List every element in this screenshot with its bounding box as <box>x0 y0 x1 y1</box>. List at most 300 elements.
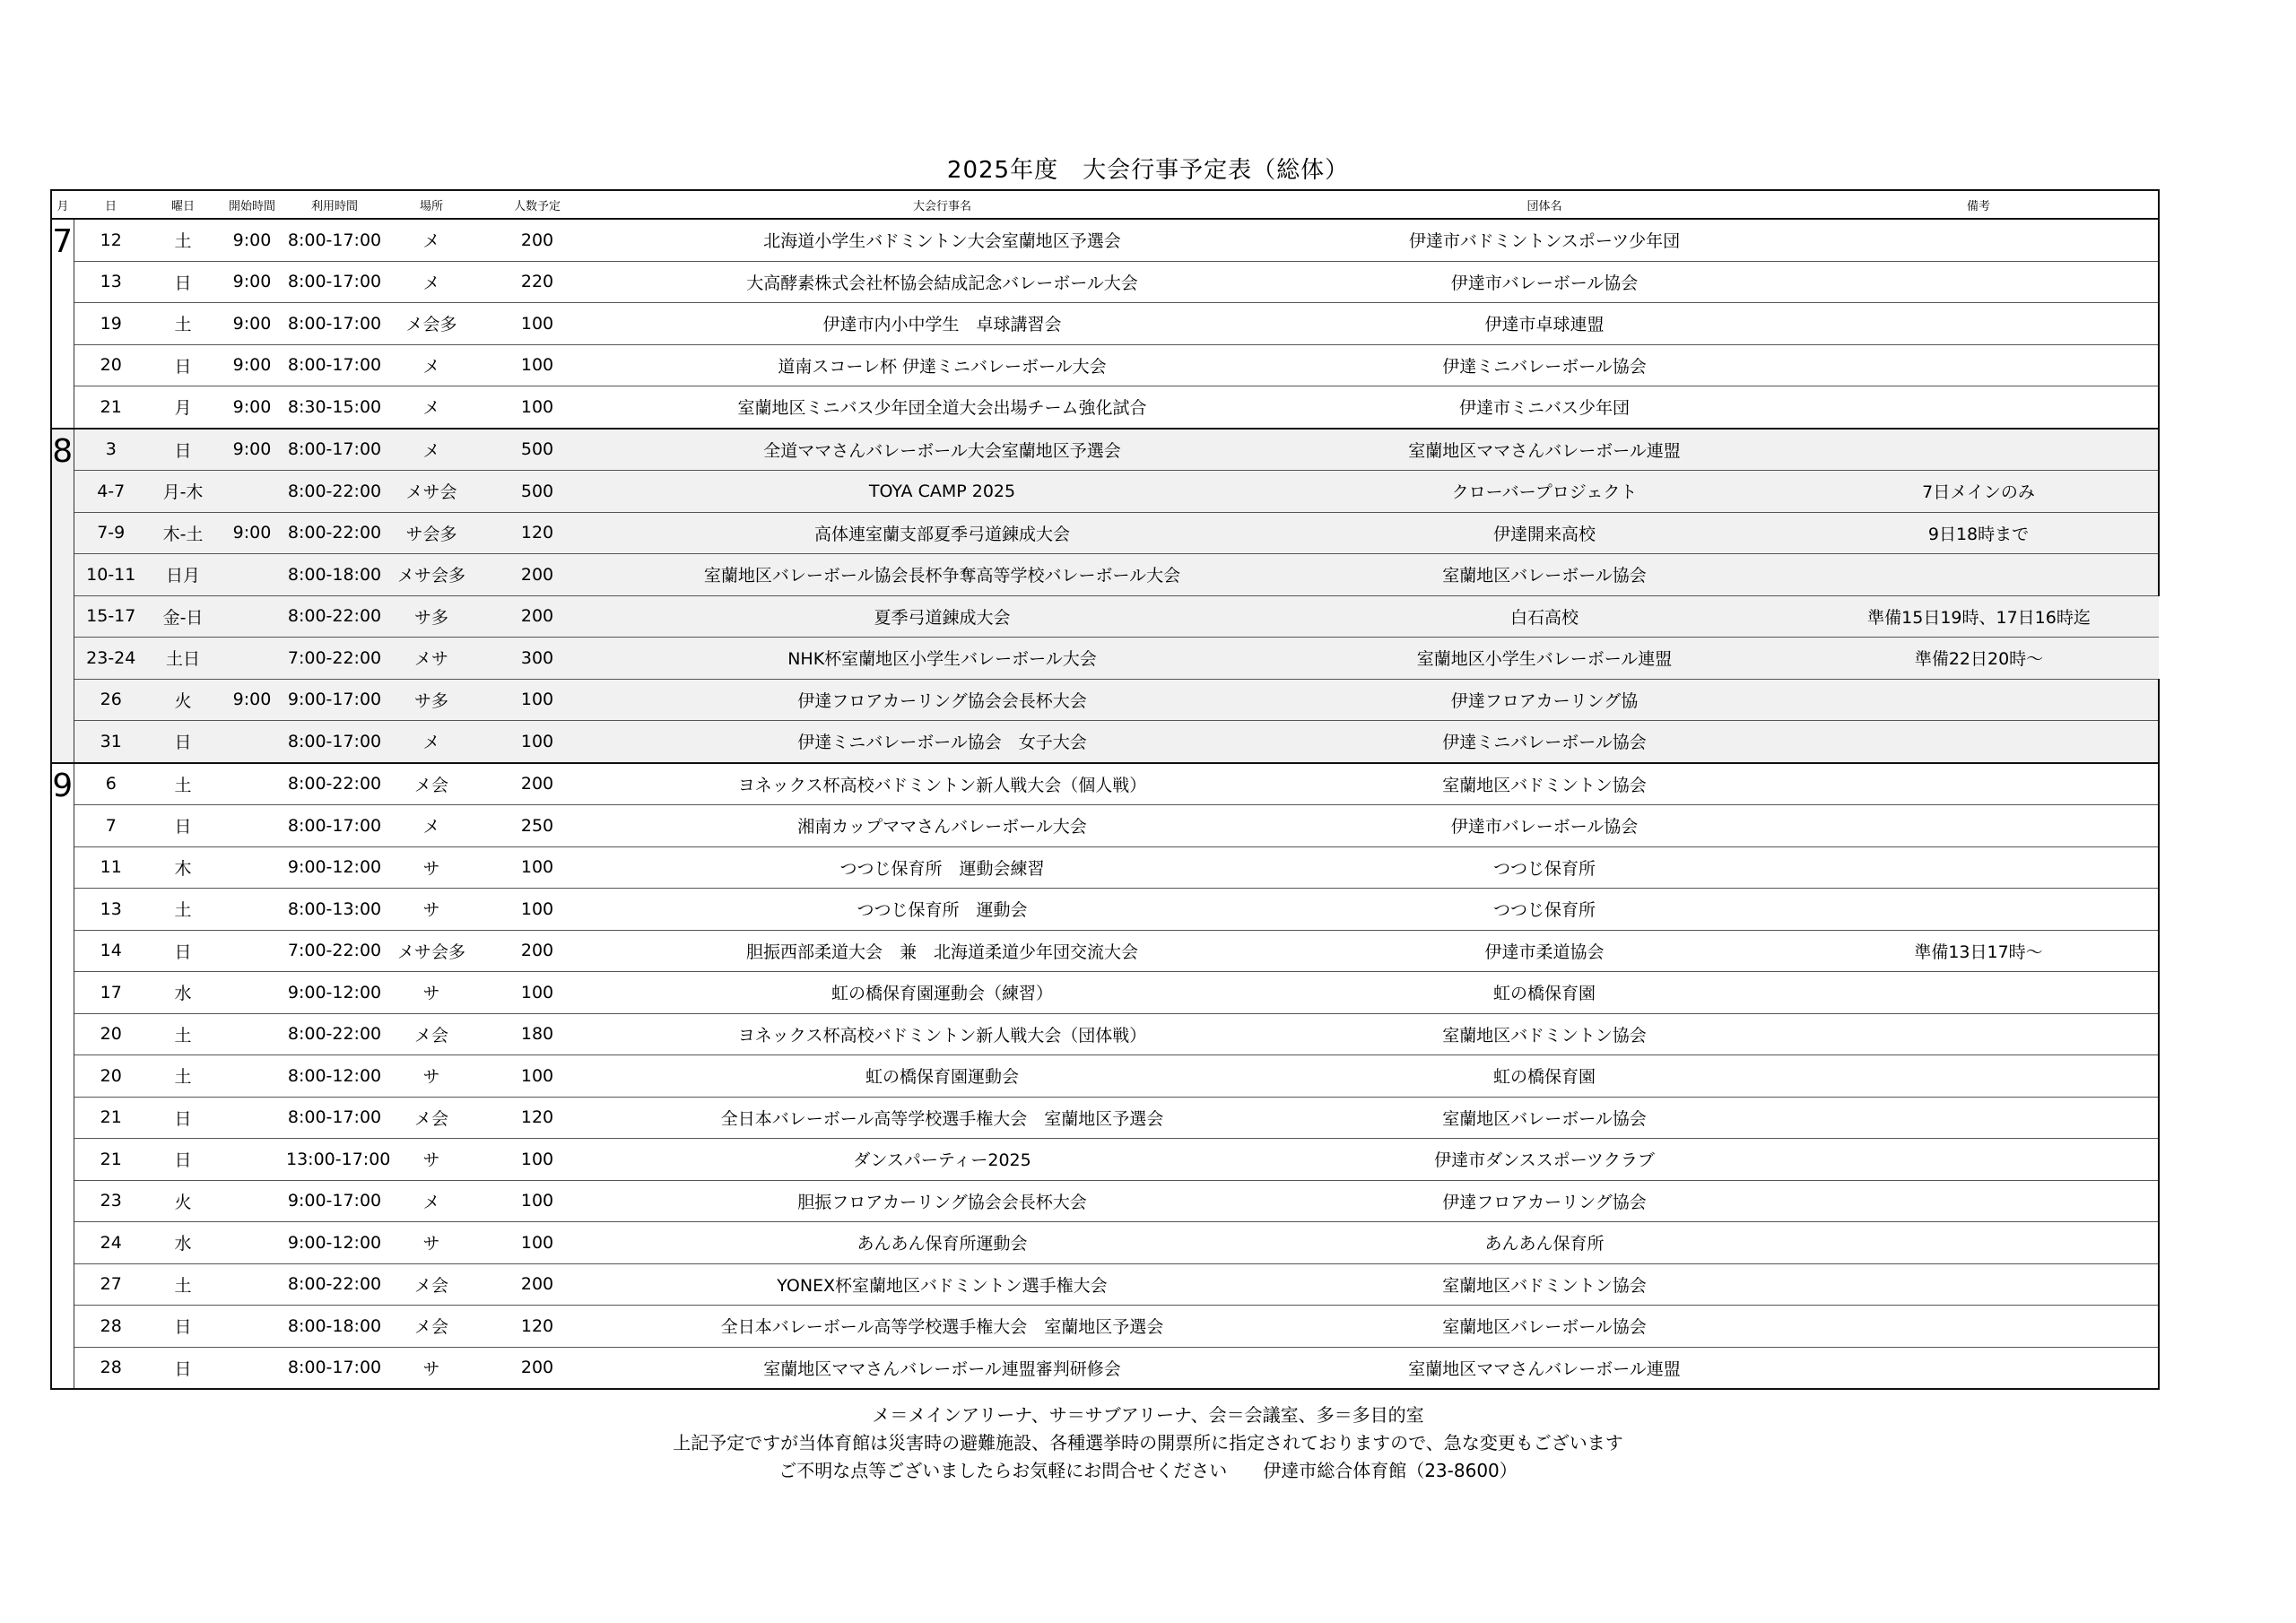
cell-place: サ多 <box>383 679 480 721</box>
table-row <box>51 930 2159 972</box>
cell-hours: 8:00-22:00 <box>286 471 383 513</box>
cell-hours: 8:00-18:00 <box>286 1306 383 1348</box>
cell-org: つつじ保育所 <box>1290 846 1799 889</box>
cell-notes <box>1799 1097 2159 1139</box>
cell-event: 北海道小学生バドミントン大会室蘭地区予選会 <box>595 219 1290 261</box>
cell-weekday: 日 <box>148 1097 218 1139</box>
cell-day: 6 <box>74 763 148 805</box>
cell-day: 21 <box>74 386 148 429</box>
cell-people: 100 <box>480 679 595 721</box>
cell-org: 伊達市バレーボール協会 <box>1290 805 1799 847</box>
cell-hours: 8:00-22:00 <box>286 1013 383 1055</box>
cell-hours: 8:00-17:00 <box>286 303 383 345</box>
cell-start <box>218 1055 286 1098</box>
cell-start: 9:00 <box>218 219 286 261</box>
cell-day: 7 <box>74 805 148 847</box>
cell-notes <box>1799 972 2159 1014</box>
cell-people: 200 <box>480 219 595 261</box>
cell-weekday: 土 <box>148 303 218 345</box>
cell-people: 180 <box>480 1013 595 1055</box>
cell-people: 100 <box>480 721 595 763</box>
table-row <box>51 471 2159 513</box>
cell-notes <box>1799 1347 2159 1389</box>
cell-weekday: 日 <box>148 429 218 471</box>
table-row <box>51 303 2159 345</box>
cell-place: メ <box>383 429 480 471</box>
header-org: 団体名 <box>1290 190 1799 219</box>
cell-day: 31 <box>74 721 148 763</box>
cell-event: あんあん保育所運動会 <box>595 1222 1290 1264</box>
cell-notes <box>1799 1306 2159 1348</box>
cell-event: 全道ママさんバレーボール大会室蘭地区予選会 <box>595 429 1290 471</box>
cell-start: 9:00 <box>218 429 286 471</box>
cell-org: 室蘭地区小学生バレーボール連盟 <box>1290 638 1799 680</box>
cell-org: 室蘭地区バドミントン協会 <box>1290 1263 1799 1306</box>
cell-place: サ <box>383 1139 480 1181</box>
cell-hours: 9:00-12:00 <box>286 972 383 1014</box>
table-row <box>51 512 2159 554</box>
cell-org: クローバープロジェクト <box>1290 471 1799 513</box>
cell-place: サ多 <box>383 595 480 638</box>
cell-start: 9:00 <box>218 344 286 386</box>
cell-event: 室蘭地区バレーボール協会長杯争奪高等学校バレーボール大会 <box>595 554 1290 596</box>
schedule-body <box>51 219 2159 1389</box>
cell-people: 120 <box>480 1097 595 1139</box>
cell-org: 伊達市バレーボール協会 <box>1290 261 1799 303</box>
header-people: 人数予定 <box>480 190 595 219</box>
cell-weekday: 日月 <box>148 554 218 596</box>
cell-weekday: 日 <box>148 930 218 972</box>
cell-place: メ <box>383 344 480 386</box>
cell-hours: 8:00-22:00 <box>286 512 383 554</box>
table-row <box>51 846 2159 889</box>
cell-day: 20 <box>74 344 148 386</box>
cell-event: 胆振西部柔道大会 兼 北海道柔道少年団交流大会 <box>595 930 1290 972</box>
cell-start <box>218 930 286 972</box>
cell-weekday: 火 <box>148 1180 218 1222</box>
cell-place: メ会 <box>383 1263 480 1306</box>
cell-org: 室蘭地区ママさんバレーボール連盟 <box>1290 1347 1799 1389</box>
cell-people: 100 <box>480 972 595 1014</box>
cell-event: 湘南カップママさんバレーボール大会 <box>595 805 1290 847</box>
cell-org: 室蘭地区ママさんバレーボール連盟 <box>1290 429 1799 471</box>
table-row <box>51 1222 2159 1264</box>
cell-place: メサ <box>383 638 480 680</box>
cell-start: 9:00 <box>218 303 286 345</box>
month-label: 7 <box>51 219 74 429</box>
cell-day: 23 <box>74 1180 148 1222</box>
cell-notes <box>1799 1055 2159 1098</box>
cell-place: サ <box>383 846 480 889</box>
header-weekday: 曜日 <box>148 190 218 219</box>
cell-weekday: 火 <box>148 679 218 721</box>
cell-day: 14 <box>74 930 148 972</box>
header-event: 大会行事名 <box>595 190 1290 219</box>
cell-start: 9:00 <box>218 386 286 429</box>
cell-weekday: 土 <box>148 1055 218 1098</box>
cell-notes <box>1799 1013 2159 1055</box>
cell-notes: 準備15日19時、17日16時迄 <box>1799 595 2159 638</box>
cell-weekday: 日 <box>148 261 218 303</box>
cell-start: 9:00 <box>218 512 286 554</box>
cell-event: 伊達市内小中学生 卓球講習会 <box>595 303 1290 345</box>
cell-notes: 7日メインのみ <box>1799 471 2159 513</box>
cell-event: NHK杯室蘭地区小学生バレーボール大会 <box>595 638 1290 680</box>
cell-hours: 8:00-22:00 <box>286 1263 383 1306</box>
cell-people: 500 <box>480 429 595 471</box>
cell-weekday: 日 <box>148 1139 218 1181</box>
cell-hours: 8:00-17:00 <box>286 344 383 386</box>
cell-notes <box>1799 1180 2159 1222</box>
cell-weekday: 日 <box>148 344 218 386</box>
table-row <box>51 429 2159 471</box>
cell-start: 9:00 <box>218 679 286 721</box>
cell-weekday: 日 <box>148 721 218 763</box>
cell-start <box>218 1263 286 1306</box>
cell-hours: 8:00-17:00 <box>286 261 383 303</box>
cell-notes <box>1799 303 2159 345</box>
cell-day: 17 <box>74 972 148 1014</box>
footer-line-contact: ご不明な点等ございましたらお気軽にお問合せください 伊達市総合体育館（23-8600） <box>778 1460 1518 1481</box>
header-notes: 備考 <box>1799 190 2159 219</box>
cell-weekday: 水 <box>148 972 218 1014</box>
header-start: 開始時間 <box>218 190 286 219</box>
cell-notes <box>1799 429 2159 471</box>
cell-hours: 8:00-22:00 <box>286 595 383 638</box>
header-day: 日 <box>74 190 148 219</box>
cell-day: 13 <box>74 261 148 303</box>
cell-event: 夏季弓道錬成大会 <box>595 595 1290 638</box>
cell-place: メサ会多 <box>383 554 480 596</box>
cell-day: 20 <box>74 1013 148 1055</box>
cell-weekday: 土 <box>148 1013 218 1055</box>
table-row <box>51 889 2159 931</box>
cell-people: 100 <box>480 344 595 386</box>
cell-hours: 9:00-12:00 <box>286 1222 383 1264</box>
cell-notes: 準備13日17時～ <box>1799 930 2159 972</box>
cell-place: メ <box>383 261 480 303</box>
cell-org: 伊達市ダンススポーツクラブ <box>1290 1139 1799 1181</box>
cell-hours: 9:00-17:00 <box>286 1180 383 1222</box>
table-row <box>51 1013 2159 1055</box>
cell-hours: 8:00-17:00 <box>286 721 383 763</box>
cell-day: 20 <box>74 1055 148 1098</box>
cell-notes <box>1799 1139 2159 1181</box>
cell-start: 9:00 <box>218 261 286 303</box>
cell-event: つつじ保育所 運動会練習 <box>595 846 1290 889</box>
cell-day: 26 <box>74 679 148 721</box>
cell-notes <box>1799 889 2159 931</box>
cell-people: 100 <box>480 386 595 429</box>
cell-weekday: 日 <box>148 805 218 847</box>
table-row <box>51 972 2159 1014</box>
table-row <box>51 1347 2159 1389</box>
cell-people: 500 <box>480 471 595 513</box>
footer-line-legend: メ＝メインアリーナ、サ＝サブアリーナ、会＝会議室、多＝多目的室 <box>872 1404 1424 1426</box>
month-label: 8 <box>51 429 74 763</box>
header-hours: 利用時間 <box>286 190 383 219</box>
cell-people: 100 <box>480 846 595 889</box>
cell-notes <box>1799 386 2159 429</box>
table-row <box>51 1263 2159 1306</box>
cell-place: サ <box>383 1055 480 1098</box>
cell-notes <box>1799 554 2159 596</box>
cell-start <box>218 1306 286 1348</box>
cell-weekday: 土 <box>148 1263 218 1306</box>
cell-hours: 9:00-17:00 <box>286 679 383 721</box>
cell-place: メ <box>383 721 480 763</box>
cell-org: 室蘭地区バレーボール協会 <box>1290 1097 1799 1139</box>
cell-event: 全日本バレーボール高等学校選手権大会 室蘭地区予選会 <box>595 1306 1290 1348</box>
cell-place: サ <box>383 972 480 1014</box>
cell-hours: 8:00-17:00 <box>286 219 383 261</box>
cell-weekday: 金-日 <box>148 595 218 638</box>
page-title: 2025年度 大会行事予定表（総体） <box>946 157 1350 184</box>
footer-notes <box>0 1402 2296 1485</box>
cell-day: 15-17 <box>74 595 148 638</box>
cell-people: 200 <box>480 930 595 972</box>
cell-people: 200 <box>480 1263 595 1306</box>
cell-hours: 8:00-17:00 <box>286 429 383 471</box>
cell-org: 虹の橋保育園 <box>1290 1055 1799 1098</box>
cell-org: 室蘭地区バドミントン協会 <box>1290 763 1799 805</box>
cell-start <box>218 1180 286 1222</box>
cell-hours: 8:30-15:00 <box>286 386 383 429</box>
cell-start <box>218 763 286 805</box>
cell-org: 伊達市卓球連盟 <box>1290 303 1799 345</box>
cell-day: 24 <box>74 1222 148 1264</box>
cell-people: 200 <box>480 763 595 805</box>
cell-event: 全日本バレーボール高等学校選手権大会 室蘭地区予選会 <box>595 1097 1290 1139</box>
cell-start <box>218 721 286 763</box>
cell-weekday: 水 <box>148 1222 218 1264</box>
cell-start <box>218 1139 286 1181</box>
cell-event: TOYA CAMP 2025 <box>595 471 1290 513</box>
cell-place: メ <box>383 219 480 261</box>
cell-hours: 8:00-12:00 <box>286 1055 383 1098</box>
cell-people: 200 <box>480 554 595 596</box>
cell-org: 伊達市バドミントンスポーツ少年団 <box>1290 219 1799 261</box>
cell-weekday: 土 <box>148 889 218 931</box>
cell-org: 室蘭地区バレーボール協会 <box>1290 1306 1799 1348</box>
cell-start <box>218 846 286 889</box>
cell-notes <box>1799 763 2159 805</box>
cell-day: 27 <box>74 1263 148 1306</box>
cell-weekday: 日 <box>148 1306 218 1348</box>
cell-place: メサ会 <box>383 471 480 513</box>
table-row <box>51 1097 2159 1139</box>
cell-day: 21 <box>74 1139 148 1181</box>
cell-hours: 8:00-13:00 <box>286 889 383 931</box>
cell-weekday: 土 <box>148 219 218 261</box>
cell-org: 伊達ミニバレーボール協会 <box>1290 721 1799 763</box>
cell-place: サ会多 <box>383 512 480 554</box>
table-row <box>51 763 2159 805</box>
cell-start <box>218 972 286 1014</box>
cell-day: 28 <box>74 1347 148 1389</box>
cell-event: 大高酵素株式会社杯協会結成記念バレーボール大会 <box>595 261 1290 303</box>
cell-event: 虹の橋保育園運動会 <box>595 1055 1290 1098</box>
cell-event: ダンスパーティー2025 <box>595 1139 1290 1181</box>
cell-start <box>218 889 286 931</box>
cell-start <box>218 471 286 513</box>
cell-place: メ会 <box>383 1306 480 1348</box>
table-row <box>51 219 2159 261</box>
cell-day: 23-24 <box>74 638 148 680</box>
table-row <box>51 679 2159 721</box>
cell-day: 10-11 <box>74 554 148 596</box>
cell-event: 室蘭地区ミニバス少年団全道大会出場チーム強化試合 <box>595 386 1290 429</box>
cell-people: 200 <box>480 1347 595 1389</box>
cell-people: 200 <box>480 595 595 638</box>
cell-notes <box>1799 219 2159 261</box>
table-row <box>51 1180 2159 1222</box>
schedule-table <box>50 189 2160 1390</box>
cell-people: 250 <box>480 805 595 847</box>
cell-org: 室蘭地区バドミントン協会 <box>1290 1013 1799 1055</box>
cell-day: 7-9 <box>74 512 148 554</box>
cell-notes <box>1799 1222 2159 1264</box>
cell-weekday: 月-木 <box>148 471 218 513</box>
cell-event: ヨネックス杯高校バドミントン新人戦大会（団体戦） <box>595 1013 1290 1055</box>
cell-people: 100 <box>480 889 595 931</box>
cell-people: 120 <box>480 1306 595 1348</box>
cell-notes <box>1799 805 2159 847</box>
cell-place: メ会多 <box>383 303 480 345</box>
table-row <box>51 386 2159 429</box>
cell-hours: 8:00-17:00 <box>286 1347 383 1389</box>
footer-line-notice: 上記予定ですが当体育館は災害時の避難施設、各種選挙時の開票所に指定されておりますので、急な変更もございます <box>673 1432 1623 1454</box>
table-row <box>51 595 2159 638</box>
month-label: 9 <box>51 763 74 1390</box>
cell-org: あんあん保育所 <box>1290 1222 1799 1264</box>
cell-hours: 8:00-17:00 <box>286 805 383 847</box>
cell-start <box>218 1347 286 1389</box>
cell-event: 高体連室蘭支部夏季弓道錬成大会 <box>595 512 1290 554</box>
cell-hours: 8:00-17:00 <box>286 1097 383 1139</box>
cell-weekday: 日 <box>148 1347 218 1389</box>
cell-weekday: 木 <box>148 846 218 889</box>
cell-org: 室蘭地区バレーボール協会 <box>1290 554 1799 596</box>
cell-people: 220 <box>480 261 595 303</box>
cell-notes <box>1799 846 2159 889</box>
cell-place: メ会 <box>383 763 480 805</box>
cell-hours: 7:00-22:00 <box>286 638 383 680</box>
cell-day: 3 <box>74 429 148 471</box>
cell-event: ヨネックス杯高校バドミントン新人戦大会（個人戦） <box>595 763 1290 805</box>
table-row <box>51 721 2159 763</box>
cell-day: 12 <box>74 219 148 261</box>
cell-org: 虹の橋保育園 <box>1290 972 1799 1014</box>
cell-hours: 7:00-22:00 <box>286 930 383 972</box>
table-header-row <box>51 190 2159 219</box>
cell-hours: 13:00-17:00 <box>286 1139 383 1181</box>
cell-start <box>218 638 286 680</box>
cell-org: 伊達市ミニバス少年団 <box>1290 386 1799 429</box>
cell-start <box>218 805 286 847</box>
cell-start <box>218 1097 286 1139</box>
cell-people: 300 <box>480 638 595 680</box>
cell-weekday: 木-土 <box>148 512 218 554</box>
cell-event: 伊達フロアカーリング協会会長杯大会 <box>595 679 1290 721</box>
cell-people: 100 <box>480 1222 595 1264</box>
table-row <box>51 554 2159 596</box>
cell-people: 100 <box>480 1055 595 1098</box>
cell-notes <box>1799 721 2159 763</box>
cell-event: 道南スコーレ杯 伊達ミニバレーボール大会 <box>595 344 1290 386</box>
table-row <box>51 805 2159 847</box>
cell-people: 100 <box>480 1139 595 1181</box>
cell-org: 白石高校 <box>1290 595 1799 638</box>
cell-notes <box>1799 679 2159 721</box>
cell-place: サ <box>383 1222 480 1264</box>
cell-org: 伊達市柔道協会 <box>1290 930 1799 972</box>
cell-event: つつじ保育所 運動会 <box>595 889 1290 931</box>
cell-event: 伊達ミニバレーボール協会 女子大会 <box>595 721 1290 763</box>
cell-place: サ <box>383 1347 480 1389</box>
header-place: 場所 <box>383 190 480 219</box>
cell-day: 13 <box>74 889 148 931</box>
cell-people: 100 <box>480 1180 595 1222</box>
cell-org: 伊達フロアカーリング協会 <box>1290 1180 1799 1222</box>
cell-day: 4-7 <box>74 471 148 513</box>
cell-org: つつじ保育所 <box>1290 889 1799 931</box>
cell-notes <box>1799 261 2159 303</box>
cell-day: 28 <box>74 1306 148 1348</box>
cell-notes <box>1799 1263 2159 1306</box>
cell-notes <box>1799 344 2159 386</box>
table-row <box>51 1055 2159 1098</box>
cell-day: 19 <box>74 303 148 345</box>
cell-org: 伊達ミニバレーボール協会 <box>1290 344 1799 386</box>
cell-event: 虹の橋保育園運動会（練習） <box>595 972 1290 1014</box>
cell-weekday: 月 <box>148 386 218 429</box>
table-row <box>51 1139 2159 1181</box>
table-row <box>51 344 2159 386</box>
cell-day: 11 <box>74 846 148 889</box>
cell-place: メ <box>383 386 480 429</box>
cell-hours: 8:00-18:00 <box>286 554 383 596</box>
cell-notes: 準備22日20時～ <box>1799 638 2159 680</box>
cell-org: 伊達フロアカーリング協 <box>1290 679 1799 721</box>
cell-event: 胆振フロアカーリング協会会長杯大会 <box>595 1180 1290 1222</box>
cell-weekday: 土 <box>148 763 218 805</box>
header-month: 月 <box>51 190 74 219</box>
cell-event: 室蘭地区ママさんバレーボール連盟審判研修会 <box>595 1347 1290 1389</box>
cell-start <box>218 554 286 596</box>
cell-place: メ <box>383 1180 480 1222</box>
cell-hours: 9:00-12:00 <box>286 846 383 889</box>
cell-place: サ <box>383 889 480 931</box>
cell-place: メ会 <box>383 1013 480 1055</box>
cell-weekday: 土日 <box>148 638 218 680</box>
cell-people: 120 <box>480 512 595 554</box>
cell-day: 21 <box>74 1097 148 1139</box>
table-row <box>51 638 2159 680</box>
cell-start <box>218 1013 286 1055</box>
cell-place: メサ会多 <box>383 930 480 972</box>
cell-people: 100 <box>480 303 595 345</box>
table-row <box>51 261 2159 303</box>
cell-hours: 8:00-22:00 <box>286 763 383 805</box>
cell-start <box>218 1222 286 1264</box>
cell-org: 伊達開来高校 <box>1290 512 1799 554</box>
cell-notes: 9日18時まで <box>1799 512 2159 554</box>
cell-event: YONEX杯室蘭地区バドミントン選手権大会 <box>595 1263 1290 1306</box>
cell-start <box>218 595 286 638</box>
table-row <box>51 1306 2159 1348</box>
cell-place: メ会 <box>383 1097 480 1139</box>
